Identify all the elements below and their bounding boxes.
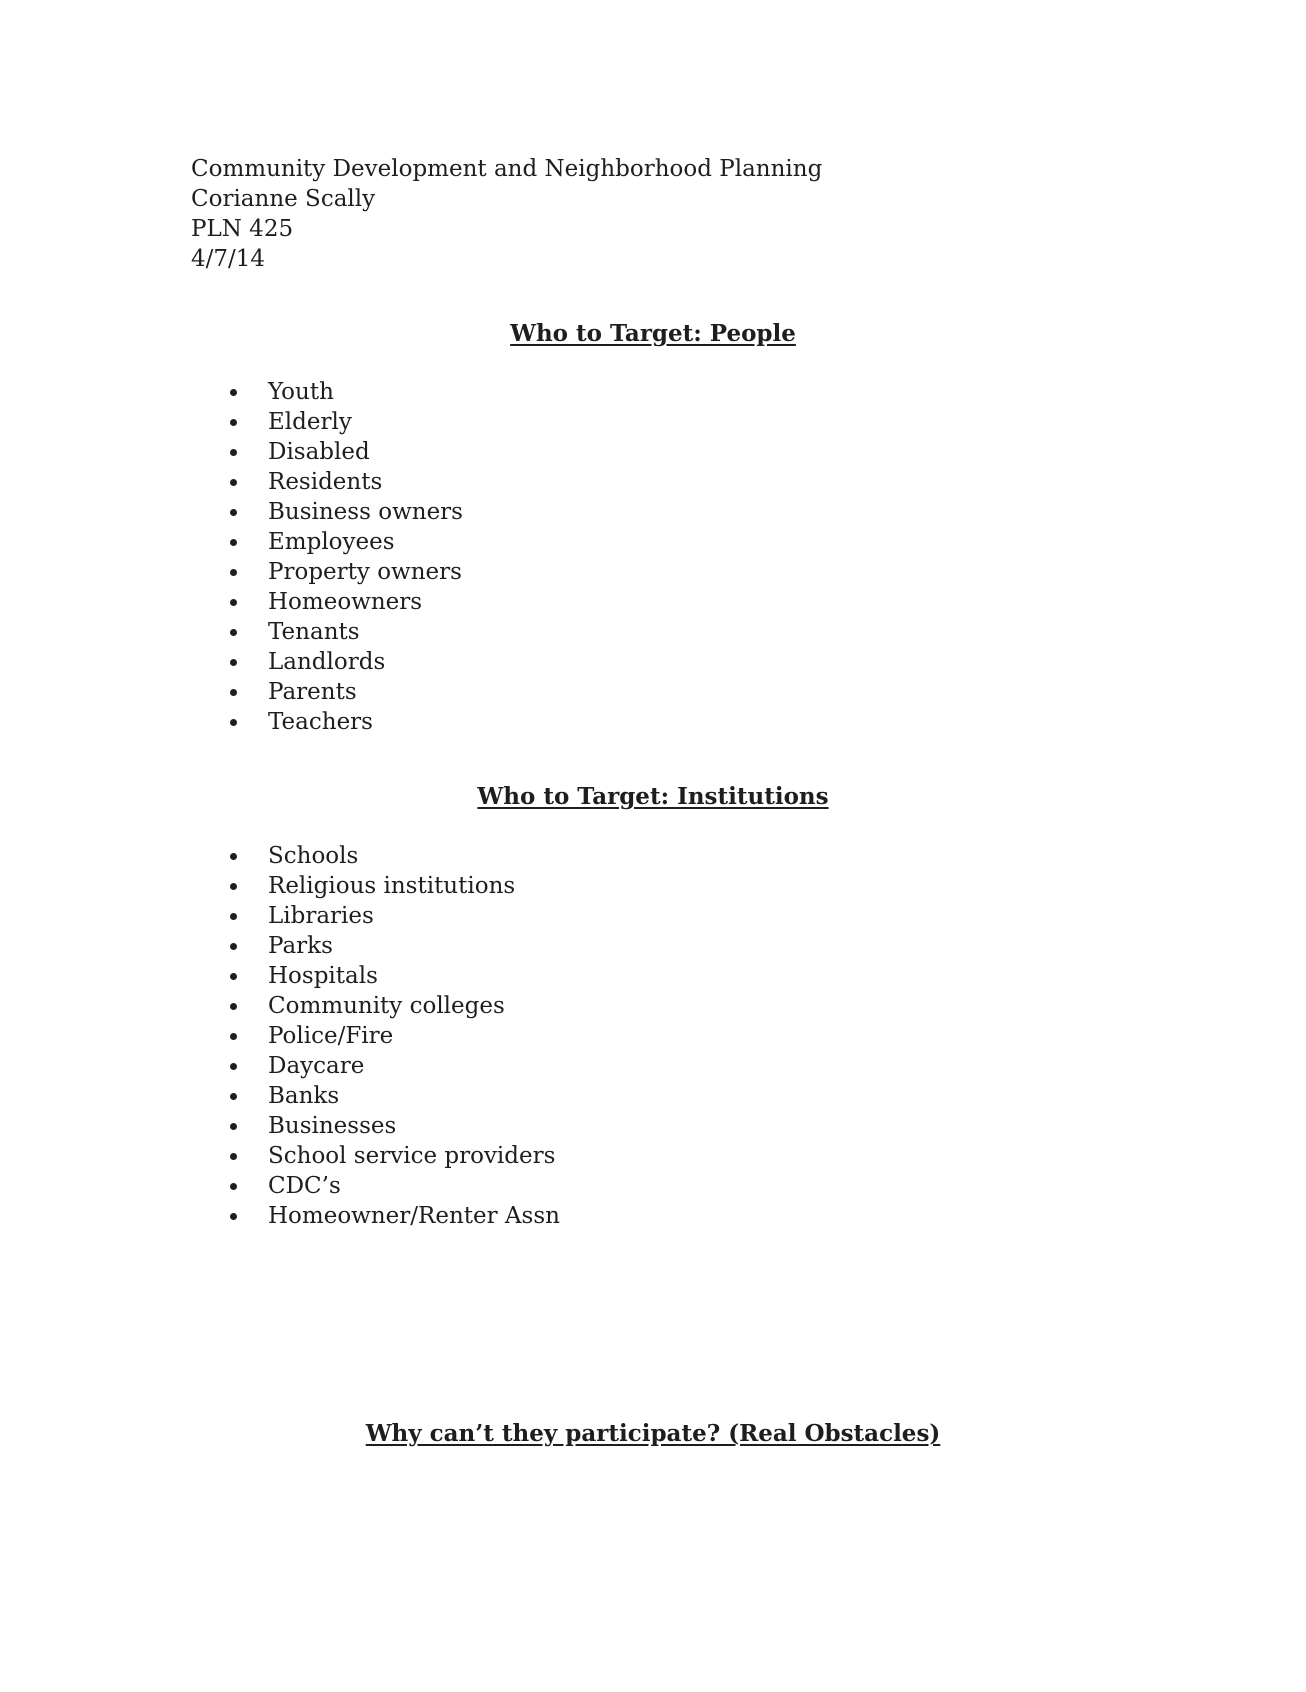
- list-item: [225, 841, 560, 871]
- bullet-icon: [230, 419, 237, 426]
- list-item-label: Businesses: [268, 1113, 397, 1139]
- list-item: [225, 527, 463, 557]
- list-item-label: School service providers: [268, 1143, 556, 1169]
- list-item: [225, 677, 463, 707]
- list-item: [225, 587, 463, 617]
- bullet-icon: [230, 629, 237, 636]
- list-item-label: CDC’s: [268, 1173, 341, 1199]
- list-item: [225, 407, 463, 437]
- list-item: [225, 1051, 560, 1081]
- bullet-icon: [230, 1063, 237, 1070]
- list-item: [225, 1171, 560, 1201]
- bullet-icon: [230, 883, 237, 890]
- bullet-icon: [230, 659, 237, 666]
- list-item: [225, 931, 560, 961]
- list-item: [225, 991, 560, 1021]
- list-item-label: Religious institutions: [268, 873, 516, 899]
- list-item: [225, 961, 560, 991]
- bullet-icon: [230, 1003, 237, 1010]
- bullet-icon: [230, 853, 237, 860]
- institutions-list: [225, 841, 560, 1231]
- list-item: [225, 617, 463, 647]
- bullet-icon: [230, 1183, 237, 1190]
- list-item-label: Hospitals: [268, 963, 378, 989]
- list-item-label: Daycare: [268, 1053, 365, 1079]
- list-item: [225, 377, 463, 407]
- list-item-label: Business owners: [268, 499, 463, 525]
- list-item-label: Banks: [268, 1083, 340, 1109]
- list-item-label: Schools: [268, 843, 359, 869]
- bullet-icon: [230, 943, 237, 950]
- list-item-label: Parents: [268, 679, 357, 705]
- list-item: [225, 647, 463, 677]
- institutions-heading: Who to Target: Institutions: [477, 783, 829, 810]
- list-item: [225, 1141, 560, 1171]
- bullet-icon: [230, 1033, 237, 1040]
- bullet-icon: [230, 389, 237, 396]
- list-item-label: Teachers: [268, 709, 373, 735]
- bullet-icon: [230, 689, 237, 696]
- bullet-icon: [230, 449, 237, 456]
- people-heading: Who to Target: People: [510, 320, 796, 347]
- list-item-label: Homeowners: [268, 589, 423, 615]
- instructor-name: Corianne Scally: [191, 186, 376, 212]
- bullet-icon: [230, 1093, 237, 1100]
- list-item: [225, 901, 560, 931]
- list-item: [225, 707, 463, 737]
- list-item-label: Youth: [268, 379, 334, 405]
- list-item-label: Libraries: [268, 903, 374, 929]
- list-item: [225, 557, 463, 587]
- list-item: [225, 1201, 560, 1231]
- list-item-label: Property owners: [268, 559, 462, 585]
- bullet-icon: [230, 1153, 237, 1160]
- list-item: [225, 1081, 560, 1111]
- bullet-icon: [230, 479, 237, 486]
- bullet-icon: [230, 719, 237, 726]
- people-list: [225, 377, 463, 737]
- bullet-icon: [230, 1213, 237, 1220]
- list-item-label: Landlords: [268, 649, 386, 675]
- list-item: [225, 467, 463, 497]
- course-title: Community Development and Neighborhood Planning: [191, 156, 823, 182]
- list-item: [225, 871, 560, 901]
- list-item-label: Community colleges: [268, 993, 505, 1019]
- document-date: 4/7/14: [191, 246, 266, 272]
- list-item-label: Employees: [268, 529, 395, 555]
- bullet-icon: [230, 1123, 237, 1130]
- list-item: [225, 497, 463, 527]
- course-code: PLN 425: [191, 216, 294, 242]
- list-item-label: Elderly: [268, 409, 352, 435]
- list-item-label: Homeowner/Renter Assn: [268, 1203, 560, 1229]
- list-item: [225, 1021, 560, 1051]
- list-item-label: Residents: [268, 469, 383, 495]
- list-item-label: Parks: [268, 933, 333, 959]
- list-item: [225, 437, 463, 467]
- bullet-icon: [230, 913, 237, 920]
- list-item-label: Disabled: [268, 439, 370, 465]
- list-item-label: Tenants: [268, 619, 360, 645]
- bullet-icon: [230, 973, 237, 980]
- bullet-icon: [230, 599, 237, 606]
- list-item: [225, 1111, 560, 1141]
- obstacles-heading: Why can’t they participate? (Real Obstacles): [365, 1420, 941, 1447]
- bullet-icon: [230, 509, 237, 516]
- bullet-icon: [230, 539, 237, 546]
- document-header: [191, 154, 822, 274]
- bullet-icon: [230, 569, 237, 576]
- list-item-label: Police/Fire: [268, 1023, 394, 1049]
